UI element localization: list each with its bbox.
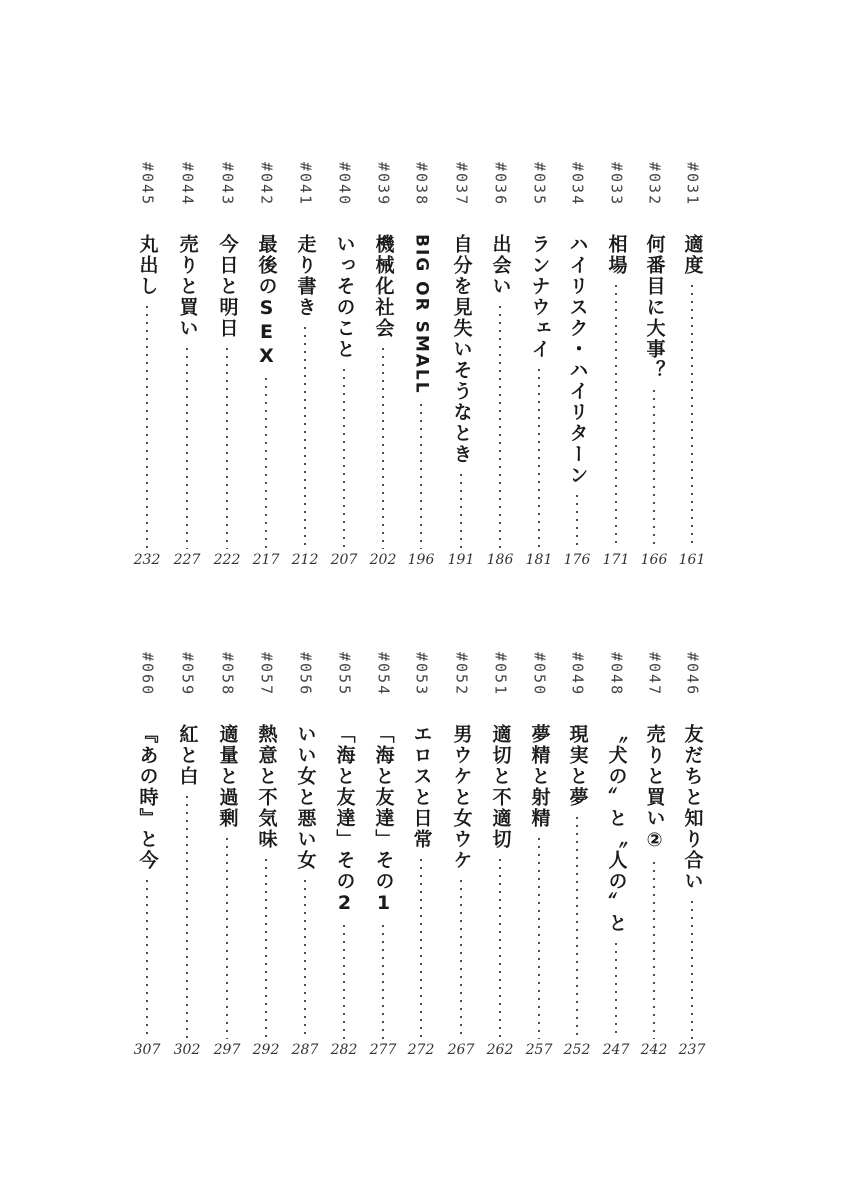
entry-page: 166	[640, 552, 668, 568]
dot-leader	[691, 282, 693, 549]
entry-title: 売りと買い	[176, 234, 199, 339]
entry-title: 最後のSEX	[255, 234, 278, 369]
toc-entry[interactable]	[167, 162, 207, 567]
entry-number: #038	[412, 162, 431, 207]
entry-number: #039	[374, 162, 393, 207]
entry-title: BIG OR SMALL	[411, 234, 432, 395]
entry-title: 友だちと知り合い	[681, 724, 704, 892]
entry-page: 217	[252, 552, 280, 568]
toc-entry[interactable]	[285, 162, 325, 567]
dot-leader	[615, 940, 617, 1039]
entry-title: 丸出し	[136, 234, 159, 297]
dot-leader	[304, 877, 306, 1039]
entry-number: #060	[138, 652, 157, 697]
entry-number: #050	[530, 652, 549, 697]
entry-number: #031	[683, 162, 702, 207]
entry-number: #043	[218, 162, 237, 207]
entry-page: 257	[525, 1042, 553, 1058]
entry-number: #053	[412, 652, 431, 697]
entry-number: #058	[218, 652, 237, 697]
entry-page: 302	[173, 1042, 201, 1058]
entry-title: 出会い	[489, 234, 512, 297]
dot-leader	[499, 303, 501, 549]
toc-entry[interactable]	[596, 162, 636, 567]
entry-number: #036	[491, 162, 510, 207]
entry-page: 191	[447, 552, 475, 568]
entry-page: 237	[678, 1042, 706, 1058]
entry-page: 262	[486, 1042, 514, 1058]
toc-entry[interactable]	[480, 652, 520, 1057]
entry-number: #052	[452, 652, 471, 697]
dot-leader	[653, 387, 655, 549]
dot-leader	[615, 282, 617, 549]
toc-entry[interactable]	[441, 652, 481, 1057]
toc-entry[interactable]	[363, 652, 403, 1057]
entry-page: 212	[291, 552, 319, 568]
entry-page: 181	[525, 552, 553, 568]
toc-entry[interactable]	[207, 652, 247, 1057]
entry-number: #055	[335, 652, 354, 697]
entry-title: エロスと日常	[410, 724, 433, 850]
entry-title: 売りと買い②	[643, 724, 666, 853]
entry-title: 夢精と射精	[528, 724, 551, 829]
entry-title: 機械化社会	[372, 234, 395, 339]
entry-title: 熱意と不気味	[255, 724, 278, 850]
dot-leader	[420, 401, 422, 549]
toc-entry[interactable]	[557, 652, 597, 1057]
toc-entry[interactable]	[519, 652, 559, 1057]
entry-title: 『あの時』と今	[136, 724, 159, 871]
toc-entry[interactable]	[324, 652, 364, 1057]
dot-leader	[420, 856, 422, 1039]
entry-number: #057	[257, 652, 276, 697]
dot-leader	[146, 877, 148, 1039]
toc-entry[interactable]	[127, 652, 167, 1057]
entry-page: 272	[407, 1042, 435, 1058]
entry-title: 「海と友達」その1	[372, 724, 395, 916]
entry-number: #049	[568, 652, 587, 697]
toc-entry[interactable]	[167, 652, 207, 1057]
entry-page: 161	[678, 552, 706, 568]
dot-leader	[186, 793, 188, 1039]
toc-entry[interactable]	[519, 162, 559, 567]
dot-leader	[265, 375, 267, 549]
entry-page: 196	[407, 552, 435, 568]
toc-entry[interactable]	[246, 162, 286, 567]
toc-entry[interactable]	[634, 162, 674, 567]
entry-title: 相場	[605, 234, 628, 276]
entry-title: ランナウェイ	[528, 234, 551, 360]
entry-page: 222	[213, 552, 241, 568]
entry-number: #034	[568, 162, 587, 207]
toc-entry[interactable]	[127, 162, 167, 567]
dot-leader	[226, 345, 228, 549]
entry-number: #035	[530, 162, 549, 207]
entry-page: 307	[133, 1042, 161, 1058]
toc-entry[interactable]	[441, 162, 481, 567]
entry-title: いっそのこと	[333, 234, 356, 360]
entry-page: 292	[252, 1042, 280, 1058]
entry-title: 男ウケと女ウケ	[450, 724, 473, 871]
entry-title: 今日と明日	[216, 234, 239, 339]
entry-title: 適量と過剰	[216, 724, 239, 829]
dot-leader	[186, 345, 188, 549]
entry-title: 走り書き	[294, 234, 317, 318]
entry-page: 267	[447, 1042, 475, 1058]
toc-entry[interactable]	[363, 162, 403, 567]
toc-entry[interactable]	[557, 162, 597, 567]
toc-entry[interactable]	[246, 652, 286, 1057]
entry-number: #051	[491, 652, 510, 697]
dot-leader	[576, 492, 578, 549]
entry-title: 「海と友達」その2	[333, 724, 356, 916]
entry-title: いい女と悪い女	[294, 724, 317, 871]
entry-title: 適切と不適切	[489, 724, 512, 850]
entry-title: 適度	[681, 234, 704, 276]
dot-leader	[499, 856, 501, 1039]
entry-page: 202	[369, 552, 397, 568]
entry-page: 186	[486, 552, 514, 568]
entry-number: #040	[335, 162, 354, 207]
dot-leader	[460, 471, 462, 549]
entry-number: #042	[257, 162, 276, 207]
entry-number: #044	[178, 162, 197, 207]
toc-entry[interactable]	[672, 162, 712, 567]
dot-leader	[304, 324, 306, 549]
entry-number: #054	[374, 652, 393, 697]
dot-leader	[382, 922, 384, 1039]
entry-title: 現実と夢	[566, 724, 589, 808]
dot-leader	[226, 835, 228, 1039]
entry-number: #037	[452, 162, 471, 207]
dot-leader	[576, 814, 578, 1039]
entry-page: 232	[133, 552, 161, 568]
toc-entry[interactable]	[596, 652, 636, 1057]
toc-entry[interactable]	[285, 652, 325, 1057]
dot-leader	[538, 835, 540, 1039]
dot-leader	[146, 303, 148, 549]
toc-entry[interactable]	[634, 652, 674, 1057]
entry-number: #046	[683, 652, 702, 697]
toc-entry[interactable]	[324, 162, 364, 567]
entry-number: #059	[178, 652, 197, 697]
dot-leader	[460, 877, 462, 1039]
entry-title: 〝犬の〟と〝人の〟と	[605, 724, 628, 934]
entry-number: #033	[607, 162, 626, 207]
entry-number: #032	[645, 162, 664, 207]
toc-block-upper	[0, 162, 841, 568]
entry-page: 287	[291, 1042, 319, 1058]
toc-entry[interactable]	[672, 652, 712, 1057]
entry-page: 171	[602, 552, 630, 568]
toc-entry[interactable]	[207, 162, 247, 567]
entry-number: #048	[607, 652, 626, 697]
dot-leader	[691, 898, 693, 1039]
dot-leader	[538, 366, 540, 549]
dot-leader	[382, 345, 384, 549]
toc-entry[interactable]	[401, 652, 441, 1057]
entry-page: 242	[640, 1042, 668, 1058]
entry-page: 252	[563, 1042, 591, 1058]
entry-number: #047	[645, 652, 664, 697]
entry-title: 自分を見失いそうなとき	[450, 234, 473, 465]
entry-page: 176	[563, 552, 591, 568]
entry-title: 紅と白	[176, 724, 199, 787]
entry-page: 282	[330, 1042, 358, 1058]
toc-entry[interactable]	[401, 162, 441, 567]
entry-number: #056	[296, 652, 315, 697]
entry-page: 277	[369, 1042, 397, 1058]
entry-page: 247	[602, 1042, 630, 1058]
entry-title: 何番目に大事？	[643, 234, 666, 381]
entry-title: ハイリスク・ハイリターン	[566, 234, 589, 486]
entry-number: #041	[296, 162, 315, 207]
dot-leader	[265, 856, 267, 1039]
entry-page: 297	[213, 1042, 241, 1058]
toc-entry[interactable]	[480, 162, 520, 567]
dot-leader	[343, 366, 345, 549]
entry-number: #045	[138, 162, 157, 207]
dot-leader	[653, 859, 655, 1039]
entry-page: 207	[330, 552, 358, 568]
dot-leader	[343, 922, 345, 1039]
entry-page: 227	[173, 552, 201, 568]
toc-block-lower	[0, 652, 841, 1058]
